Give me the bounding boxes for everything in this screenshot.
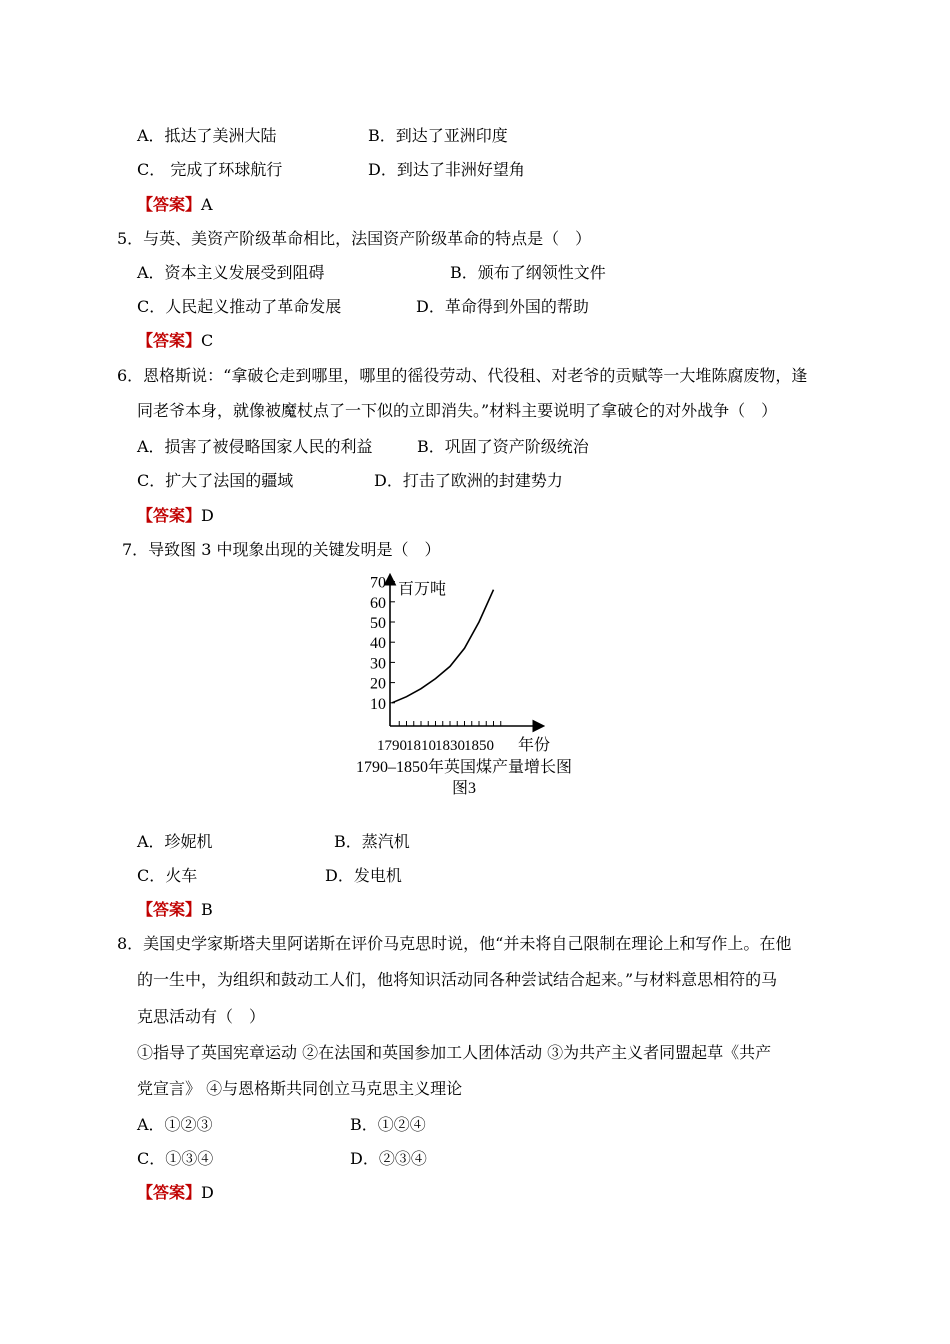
q4-option-b: B．到达了亚洲印度	[368, 126, 508, 145]
chart-title: 1790–1850年英国煤产量增长图	[355, 759, 573, 776]
x-tick-label: 1810	[406, 738, 436, 754]
q5-option-b: B．颁布了纲领性文件	[450, 263, 606, 282]
y-tick-label: 60	[370, 594, 386, 612]
answer-label: 【答案】	[137, 195, 202, 214]
q6-stem-line2: 同老爷本身，就像被魔杖点了一下似的立即消失。”材料主要说明了拿破仑的对外战争（ ）	[137, 401, 778, 420]
answer-label: 【答案】	[137, 1183, 202, 1202]
x-axis-label: 年份	[518, 737, 551, 754]
answer-value: A	[201, 195, 213, 214]
q7-option-b: B．蒸汽机	[334, 832, 410, 851]
coal-production-line	[392, 590, 494, 703]
answer-value: B	[201, 900, 213, 919]
y-tick-label: 40	[370, 635, 386, 653]
q4-option-a: A．抵达了美洲大陆	[137, 126, 277, 145]
q8-option-b: B．①②④	[350, 1115, 426, 1134]
y-tick-label: 50	[370, 615, 386, 632]
q5-option-c: C．人民起义推动了革命发展	[137, 297, 342, 316]
q5-option-a: A．资本主义发展受到阻碍	[137, 263, 325, 282]
q6-option-c: C．扩大了法国的疆域	[137, 471, 294, 490]
q4-option-c: C． 完成了环球航行	[137, 160, 283, 179]
q4-option-d: D．到达了非洲好望角	[368, 160, 525, 179]
q8-items-line2: 党宣言》 ④与恩格斯共同创立马克思主义理论	[137, 1079, 463, 1098]
answer-value: C	[201, 331, 214, 350]
answer-label: 【答案】	[137, 506, 202, 525]
y-tick-label: 70	[370, 574, 386, 592]
q5-answer	[137, 330, 213, 352]
q8-items-line1: ①指导了英国宪章运动 ②在法国和英国参加工人团体活动 ③为共产主义者同盟起草《共产	[137, 1043, 772, 1062]
q7-option-a: A．珍妮机	[137, 832, 213, 851]
q7-answer	[137, 899, 213, 921]
q4-answer	[137, 194, 213, 216]
q8-stem-line2: 的一生中，为组织和鼓动工人们，他将知识活动同各种尝试结合起来。”与材料意思相符的马	[137, 970, 778, 989]
x-tick-label: 1830	[435, 738, 465, 754]
q6-stem-line1: 6．恩格斯说：“拿破仑走到哪里，哪里的徭役劳动、代役租、对老爷的贡赋等一大堆陈腐废物，逢	[117, 366, 808, 385]
x-tick-label: 1850	[464, 738, 494, 754]
q8-answer	[137, 1182, 214, 1204]
q8-option-a: A．①②③	[137, 1115, 213, 1134]
y-tick-label: 30	[370, 655, 386, 673]
x-tick-label: 1790	[377, 738, 407, 754]
q7-option-c: C．火车	[137, 866, 198, 885]
q8-option-d: D．②③④	[350, 1149, 427, 1168]
chart-caption: 图3	[451, 780, 477, 797]
y-tick-label: 20	[370, 675, 386, 693]
q7-option-d: D．发电机	[325, 866, 402, 885]
q6-option-d: D．打击了欧洲的封建势力	[374, 471, 563, 490]
q6-option-a: A．损害了被侵略国家人民的利益	[137, 437, 373, 456]
answer-value: D	[201, 1183, 214, 1202]
answer-label: 【答案】	[137, 331, 202, 350]
answer-value: D	[201, 506, 214, 525]
y-axis-label: 百万吨	[398, 581, 447, 598]
q6-option-b: B．巩固了资产阶级统治	[417, 437, 589, 456]
y-tick-label: 10	[370, 695, 386, 713]
q5-stem: 5．与英、美资产阶级革命相比，法国资产阶级革命的特点是（ ）	[117, 229, 592, 248]
answer-label: 【答案】	[137, 900, 202, 919]
coal-production-chart	[340, 572, 600, 802]
q8-option-c: C．①③④	[137, 1149, 214, 1168]
q8-stem-line1: 8．美国史学家斯塔夫里阿诺斯在评价马克思时说，他“并未将自己限制在理论上和写作上。在他	[117, 934, 792, 953]
q7-stem: 7．导致图 3 中现象出现的关键发明是（ ）	[122, 540, 441, 559]
q6-answer	[137, 505, 214, 527]
q5-option-d: D．革命得到外国的帮助	[416, 297, 589, 316]
q8-stem-line3: 克思活动有（ ）	[137, 1007, 266, 1026]
